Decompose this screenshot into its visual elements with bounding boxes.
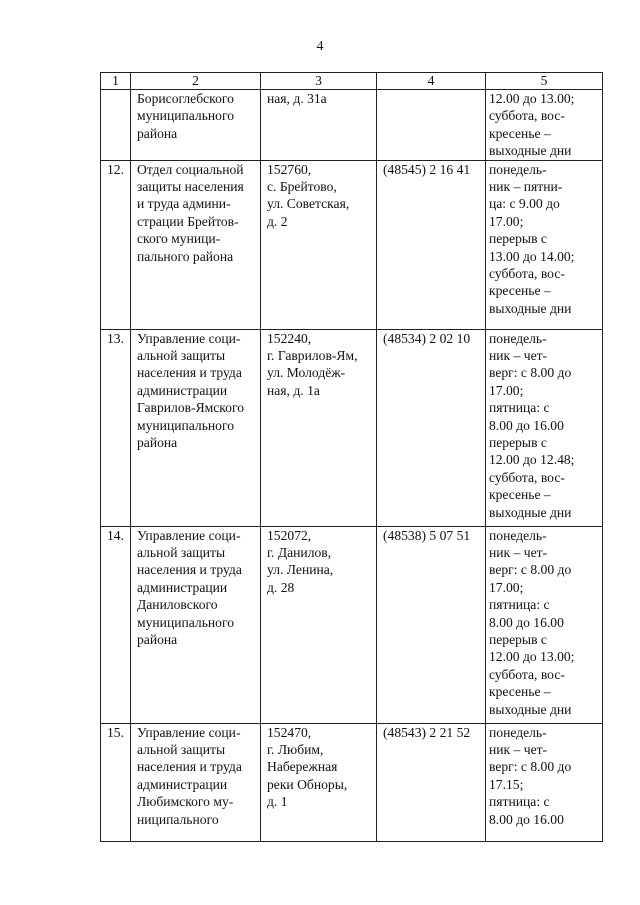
hours-line: перерыв с [489,231,547,247]
office-name-cell [131,90,261,161]
working-hours-cell [486,723,603,841]
row-number-cell [101,90,131,161]
phone-cell: (48543) 2 21 52 [377,723,486,841]
name-line: альной защиты [137,742,226,758]
working-hours-cell [486,329,603,526]
name-line: Управление соци- [137,724,241,740]
address-line: д. 1 [267,794,288,810]
hours-line: верг: с 8.00 до [489,365,572,381]
name-line: альной защиты [137,545,226,561]
name-line: района [137,125,178,141]
address-line: г. Гаврилов-Ям, [267,348,358,364]
column-header: 2 [131,73,261,90]
hours-line: понедель- [489,724,547,740]
hours-line: пятница: с [489,400,550,416]
address-line: г. Данилов, [267,545,332,561]
row-number-cell: 15. [101,723,131,841]
address-line: Набережная [267,759,338,775]
hours-line: 8.00 до 16.00 [489,811,564,827]
name-line: пального района [137,248,234,264]
hours-line: верг: с 8.00 до [489,562,572,578]
hours-line: 12.00 до 13.00; [489,91,575,106]
name-line: ского муници- [137,231,221,247]
address-line: ная, д. 1а [267,382,320,398]
address-line: ная, д. 31а [267,91,327,106]
name-line: и труда админи- [137,196,231,212]
address-line: ул. Молодёж- [267,365,346,381]
table-row [101,329,603,526]
hours-line: 12.00 до 12.48; [489,452,575,468]
name-line: защиты населения [137,179,244,195]
hours-line: ца: с 9.00 до [489,196,560,212]
hours-line: кресенье – [489,283,551,299]
hours-line: ник – пятни- [489,179,563,195]
hours-line: 8.00 до 16.00 [489,417,564,433]
address-line: с. Брейтово, [267,179,337,195]
office-name-cell [131,329,261,526]
office-name-cell [131,723,261,841]
row-number-cell: 14. [101,526,131,723]
hours-line: ник – чет- [489,545,548,561]
hours-line: 17.00; [489,579,524,595]
address-line: 152072, [267,527,312,543]
hours-line: перерыв с [489,435,547,451]
hours-line: кресенье – [489,487,551,503]
hours-line: выходные дни [489,701,572,717]
name-line: муниципального [137,614,235,630]
working-hours-cell [486,90,603,161]
name-line: населения и труда [137,365,242,381]
office-name-cell [131,526,261,723]
name-line: администрации [137,579,228,595]
column-header: 3 [261,73,377,90]
address-line: 152760, [267,161,312,177]
phone-cell: (48545) 2 16 41 [377,160,486,329]
hours-line: понедель- [489,330,547,346]
address-line: ул. Советская, [267,196,350,212]
address-cell [261,160,377,329]
hours-line: суббота, вос- [489,469,565,485]
column-header: 5 [486,73,603,90]
table-row [101,526,603,723]
hours-line: 17.00; [489,213,524,229]
row-number-cell: 13. [101,329,131,526]
hours-line: 17.15; [489,776,524,792]
address-cell [261,723,377,841]
row-number-cell: 12. [101,160,131,329]
name-line: администрации [137,382,228,398]
hours-line: суббота, вос- [489,666,565,682]
hours-line: пятница: с [489,794,550,810]
table-row [101,723,603,841]
name-line: Гаврилов-Ямского [137,400,245,416]
hours-line: суббота, вос- [489,266,565,282]
hours-line: пятница: с [489,597,550,613]
address-line: д. 28 [267,579,295,595]
office-name-cell [131,160,261,329]
hours-line: 17.00; [489,382,524,398]
address-line: реки Обноры, [267,776,348,792]
hours-line: 13.00 до 14.00; [489,248,575,264]
address-cell [261,526,377,723]
hours-line: 8.00 до 16.00 [489,614,564,630]
address-line: ул. Ленина, [267,562,334,578]
name-line: альной защиты [137,348,226,364]
column-header: 4 [377,73,486,90]
table-row [101,160,603,329]
hours-line: 12.00 до 13.00; [489,649,575,665]
hours-line: верг: с 8.00 до [489,759,572,775]
hours-line: ник – чет- [489,348,548,364]
address-line: 152470, [267,724,312,740]
name-line: ниципального [137,811,219,827]
table-row [101,90,603,161]
offices-table [100,72,603,842]
name-line: района [137,435,178,451]
working-hours-cell [486,160,603,329]
phone-cell: (48534) 2 02 10 [377,329,486,526]
name-line: муниципального [137,417,235,433]
hours-line: ник – чет- [489,742,548,758]
hours-line: понедель- [489,527,547,543]
address-line: 152240, [267,330,312,346]
hours-line: суббота, вос- [489,108,565,124]
name-line: населения и труда [137,759,242,775]
hours-line: кресенье – [489,684,551,700]
name-line: администрации [137,776,228,792]
address-cell [261,90,377,161]
address-line: г. Любим, [267,742,324,758]
hours-line: понедель- [489,161,547,177]
name-line: Управление соци- [137,527,241,543]
column-header: 1 [101,73,131,90]
name-line: населения и труда [137,562,242,578]
address-line: д. 2 [267,213,288,229]
header-row [101,73,603,90]
hours-line: перерыв с [489,632,547,648]
hours-line: выходные дни [489,504,572,520]
name-line: района [137,632,178,648]
phone-cell [377,90,486,161]
hours-line: выходные дни [489,300,572,316]
name-line: муниципального [137,108,235,124]
name-line: страции Брейтов- [137,213,239,229]
address-cell [261,329,377,526]
hours-line: выходные дни [489,143,572,159]
name-line: Управление соци- [137,330,241,346]
name-line: Любимского му- [137,794,234,810]
hours-line: кресенье – [489,125,551,141]
phone-cell: (48538) 5 07 51 [377,526,486,723]
page-number: 4 [316,39,324,54]
name-line: Даниловского [137,597,218,613]
working-hours-cell [486,526,603,723]
name-line: Борисоглебского [137,91,234,106]
name-line: Отдел социальной [137,161,244,177]
